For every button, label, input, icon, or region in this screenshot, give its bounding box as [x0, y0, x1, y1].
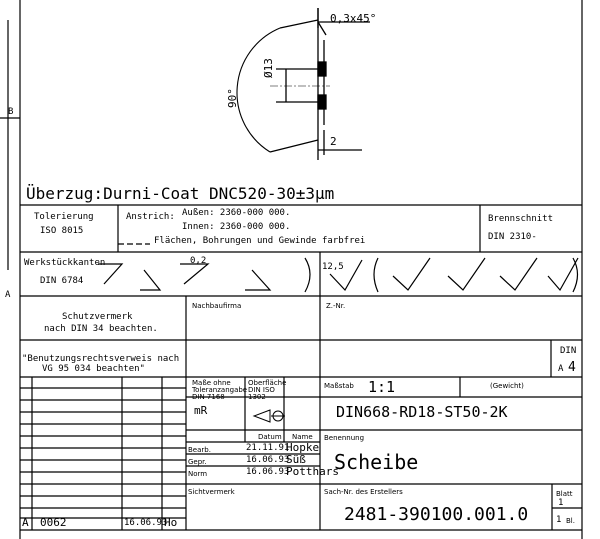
- zone-label-b: B: [8, 107, 14, 117]
- flame-cut-value: DIN 2310-: [488, 232, 537, 242]
- usage-line2: VG 95 034 beachten": [42, 364, 145, 374]
- edges-std: DIN 6784: [40, 276, 84, 286]
- din-label: DIN: [560, 346, 577, 356]
- row-date: 16.06.93: [246, 467, 290, 477]
- thickness-label: 2: [330, 135, 337, 148]
- scale-value: 1:1: [368, 378, 396, 396]
- projection-symbol: [254, 410, 285, 422]
- surface-label: Oberfläche DIN ISO 1302: [248, 379, 287, 401]
- angle-label: 90°: [226, 88, 239, 108]
- view-note-label: Sichtvermerk: [188, 488, 235, 496]
- revision-name: Ho: [164, 516, 178, 529]
- usage-line1: "Benutzungsrechtsverweis nach: [22, 354, 180, 364]
- zone-label-a: A: [5, 290, 11, 300]
- protection-line2: nach DIN 34 beachten.: [44, 324, 158, 334]
- row-role: Bearb.: [188, 446, 211, 454]
- scale-label: Maßstab: [324, 382, 354, 390]
- paint-label: Anstrich:: [126, 212, 175, 222]
- sheet-total: 1: [556, 515, 562, 525]
- part-number: DIN668-RD18-ST50-2K: [336, 403, 508, 421]
- revision-number: 0062: [40, 516, 67, 529]
- row-name: Potthars: [286, 465, 339, 478]
- protection-line1: Schutzvermerk: [62, 312, 133, 322]
- row-role: Gepr.: [188, 458, 207, 466]
- row-date: 16.06.93: [246, 455, 290, 465]
- sheet-total-suffix: Bl.: [566, 517, 575, 525]
- name-header: Name: [292, 433, 313, 441]
- date-header: Datum: [258, 433, 282, 441]
- tolerance-value: ISO 8015: [40, 226, 84, 236]
- roughness-value: 12,5: [322, 262, 344, 272]
- coating-note: Überzug:Durni-Coat DNC520-30±3µm: [26, 184, 335, 203]
- sheet-label: Blatt: [556, 490, 573, 498]
- revision-date: 16.06.93: [124, 518, 168, 528]
- revision-index: A: [22, 516, 29, 529]
- format-prefix: A: [558, 364, 564, 374]
- chamfer-note: 0,3x45°: [330, 12, 377, 25]
- edge-value: 0,2: [190, 256, 207, 266]
- roughness-symbols: [330, 258, 578, 292]
- flame-cut-label: Brennschnitt: [488, 214, 554, 224]
- designation-label: Benennung: [324, 434, 365, 442]
- drawing-number-label: Sach-Nr. des Erstellers: [324, 488, 403, 496]
- row-role: Norm: [188, 470, 208, 478]
- paint-note: Flächen, Bohrungen und Gewinde farbfrei: [154, 236, 366, 246]
- dims-value: mR: [194, 404, 208, 417]
- diameter-label: Ø13: [262, 58, 275, 78]
- designation: Scheibe: [334, 450, 419, 474]
- paint-outside: Außen: 2360-000 000.: [182, 208, 291, 218]
- row-name: Hopke: [286, 441, 320, 454]
- drawing-number: 2481-390100.001.0: [344, 504, 529, 525]
- row-name: Süß: [286, 453, 306, 466]
- paint-inside: Innen: 2360-000 000.: [182, 222, 291, 232]
- sheet-value: 1: [558, 498, 564, 508]
- tolerance-label: Tolerierung: [34, 212, 94, 222]
- zno-label: Z.-Nr.: [326, 302, 346, 310]
- format-value: 4: [568, 360, 576, 375]
- dims-label: Maße ohne Toleranzangabe DIN 7168-: [192, 379, 248, 401]
- row-date: 21.11.91: [246, 443, 290, 453]
- reproduction-label: Nachbaufirma: [192, 302, 242, 310]
- edges-label: Werkstückkanten: [24, 258, 106, 268]
- weight-label: (Gewicht): [490, 382, 524, 390]
- washer-section-view: [237, 8, 370, 160]
